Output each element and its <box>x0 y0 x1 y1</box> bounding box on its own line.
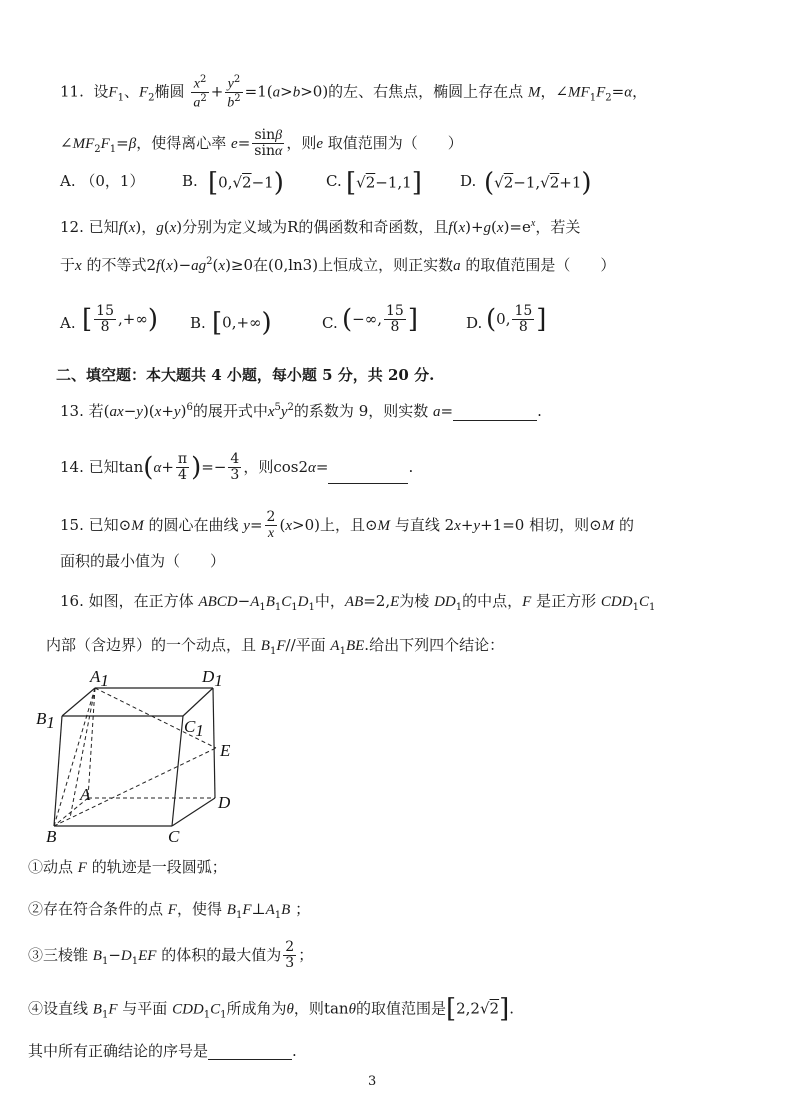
section-heading: 二、填空题：本大题共 4 小题，每小题 5 分，共 20 分. <box>56 366 435 384</box>
conclusion-4: ④设直线 $B_1F$ 与平面 $CDD_1C_1$所成角为θ，则tanθ的取值范围是[2,2√2]. <box>28 994 515 1024</box>
label-C: C <box>168 827 180 846</box>
q14: 14. 已知tan(α+ $\frac{\pi}{4}$ )=− $\frac{4}{3}$ ，则cos2α= . <box>60 451 414 484</box>
label-B1: B1 <box>36 709 55 732</box>
q12-line2: 于x 的不等式$2f(x)-ag^2(x)\ge 0$在(0,ln3)上恒成立，则正实数a 的取值范围是（ ） <box>60 256 616 274</box>
q16-line2: 内部（含边界）的一个动点，且 $B_1F//$平面 $A_1BE$.给出下列四个结论： <box>46 636 505 657</box>
q11-options: A. （0，1） B. [0,√2−1) C. [√2−1,1] D. (√2−1,√2+1) <box>60 168 592 198</box>
q11-line2: $\angle MF_2F_1=\beta$，使得离心率 e= $\frac{\sin\beta}{\sin\alpha}$ ，则e 取值范围为（ ） <box>60 127 463 160</box>
q12-line1: 12. 已知f(x)，g(x)分别为定义域为R的偶函数和奇函数，且$f(x)+g(x)=e^x$，若关 <box>60 218 581 236</box>
cube-figure <box>30 668 280 848</box>
label-D: D <box>218 793 231 812</box>
q15-line2: 面积的最小值为（ ） <box>60 552 226 570</box>
page-number: 3 <box>368 1074 377 1089</box>
label-C1: C1 <box>184 717 204 740</box>
q16-line1: 16. 如图，在正方体 $ABCD-A_1B_1C_1D_1$中，AB=2,E为棱 $DD_1$的中点，F 是正方形 $CDD_1C_1$ <box>60 592 656 613</box>
final-question: 其中所有正确结论的序号是 . <box>28 1042 297 1060</box>
conclusion-1: ①动点 F 的轨迹是一段圆弧； <box>28 858 227 876</box>
q15-line1: 15. 已知⊙M 的圆心在曲线 y= $\frac{2}{x}$ (x>0)上，且⊙M 与直线 2x+y+1=0 相切，则⊙M 的 <box>60 509 634 542</box>
conclusion-3: ③三棱锥 $B_1-D_1EF$ 的体积的最大值为 $\frac{2}{3}$ ； <box>28 939 314 972</box>
q13: 13. 若$(ax-y)(x+y)^6$的展开式中$x^5y^2$的系数为 9，则实数 a= . <box>60 402 542 420</box>
label-A: A <box>80 785 91 804</box>
label-B: B <box>46 827 57 846</box>
conclusion-2: ②存在符合条件的点 F，使得 $B_1F\perp A_1B$ ； <box>28 900 311 921</box>
q12-options: A. [ $\frac{15}{8}$ ,+∞) B. [0,+∞) C. (−∞, $\frac{15}{8}$ ] D. (0, $\frac{15}{8}$ ] <box>60 303 547 338</box>
q11-line1: 11. 设$F_1$、$F_2$椭圆 $\frac{x^2}{a^2}$ + $\frac{y^2}{b^2}$ =1(a>b>0)的左、右焦点，椭圆上存在点 M，$\angle MF_1F_2=\alpha$， <box>60 74 648 111</box>
label-E: E <box>220 741 231 760</box>
label-D1: D1 <box>202 668 223 690</box>
label-A1: A1 <box>90 668 109 690</box>
